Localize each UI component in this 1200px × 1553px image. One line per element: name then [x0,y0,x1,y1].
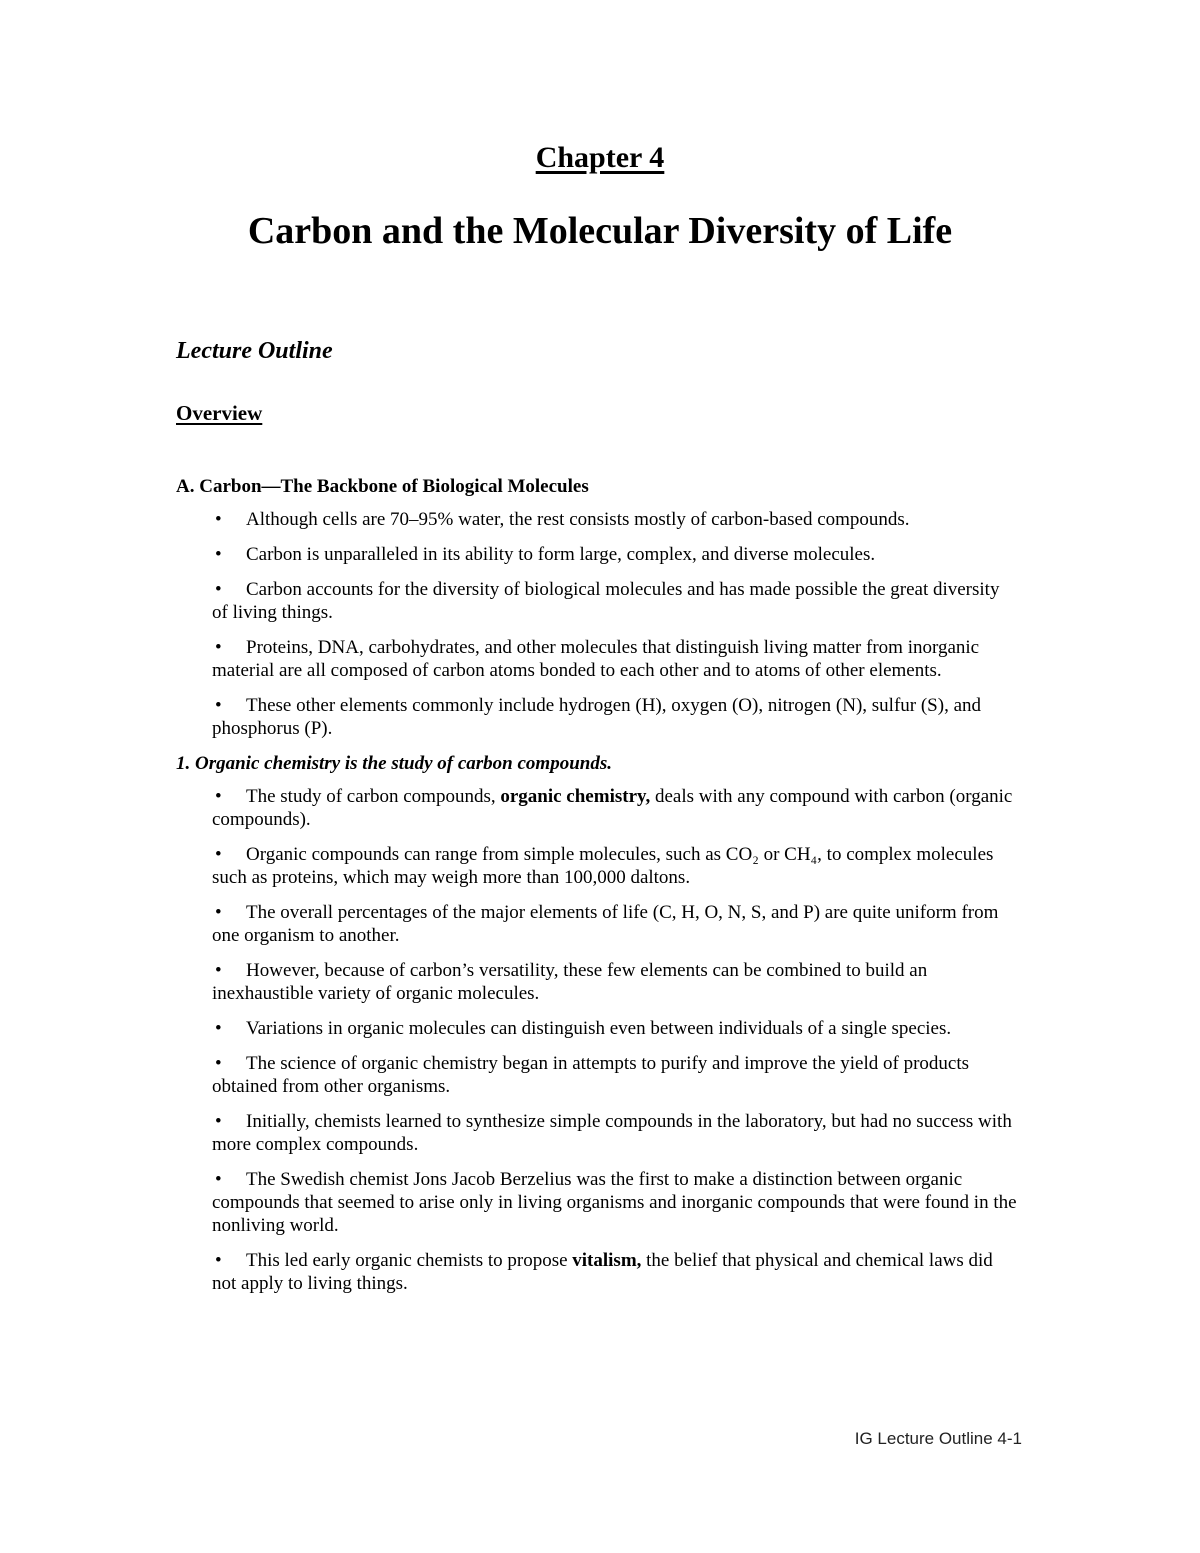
list-item: • Variations in organic molecules can distinguish even between individuals of a single species. [212,1017,1018,1040]
list-item: • The Swedish chemist Jons Jacob Berzelius was the first to make a distinction between organic compounds that seemed to arise only in living organisms and inorganic compounds that were found in the nonliving world. [212,1169,1017,1236]
bullet-icon: • [215,509,222,530]
bullet-icon: • [215,960,222,981]
key-term: organic chemistry, [500,786,651,807]
list-item: • The science of organic chemistry began in attempts to purify and improve the yield of products obtained from other organisms. [212,1053,970,1097]
bullet-icon: • [215,1053,222,1074]
list-item: • Although cells are 70–95% water, the rest consists mostly of carbon-based compounds. [212,508,1018,531]
list-item: • The overall percentages of the major elements of life (C, H, O, N, S, and P) are quite uniform from one organism to another. [212,902,999,946]
chapter-title: Carbon and the Molecular Diversity of Life [247,210,953,252]
bullet-icon: • [215,1250,222,1271]
section-1-heading: 1. Organic chemistry is the study of carbon compounds. [176,753,612,774]
list-item: • These other elements commonly include hydrogen (H), oxygen (O), nitrogen (N), sulfur (S), and phosphorus (P). [212,695,981,739]
chapter-label: Chapter 4 [535,141,665,174]
list-item: • Organic compounds can range from simple molecules, such as CO₂ or CH₄, to complex molecules such as proteins, which may weigh more than 100,000 daltons. [212,844,994,888]
bullet-icon: • [215,1111,222,1132]
lecture-outline-heading: Lecture Outline [176,338,333,364]
bullet-icon: • [215,695,222,716]
bullet-icon: • [215,1018,222,1039]
bullet-icon: • [215,844,222,865]
list-item: • Carbon is unparalleled in its ability to form large, complex, and diverse molecules. [212,543,1018,566]
list-item: • Initially, chemists learned to synthesize simple compounds in the laboratory, but had no success with more complex compounds. [212,1111,1012,1155]
bullet-icon: • [215,579,222,600]
overview-heading: Overview [176,401,263,425]
outline-body [176,475,1026,1307]
bullet-icon: • [215,786,222,807]
page-footer: IG Lecture Outline 4-1 [854,1429,1022,1448]
bullet-icon: • [215,1169,222,1190]
list-item: • However, because of carbon’s versatility, these few elements can be combined to build an inexhaustible variety of organic molecules. [212,960,928,1004]
section-a-heading: A. Carbon—The Backbone of Biological Molecules [176,476,589,497]
bullet-icon: • [215,544,222,565]
bullet-icon: • [215,637,222,658]
key-term: vitalism, [572,1250,642,1271]
list-item: • Proteins, DNA, carbohydrates, and other molecules that distinguish living matter from inorganic material are all composed of carbon atoms bonded to each other and to atoms of other elements. [212,637,980,681]
list-item: • This led early organic chemists to propose vitalism, the belief that physical and chemical laws did not apply to living things. [212,1250,993,1294]
list-item: • Carbon accounts for the diversity of biological molecules and has made possible the great diversity of living things. [212,579,1000,623]
list-item: • The study of carbon compounds, organic chemistry, deals with any compound with carbon (organic compounds). [212,786,1013,830]
bullet-icon: • [215,902,222,923]
